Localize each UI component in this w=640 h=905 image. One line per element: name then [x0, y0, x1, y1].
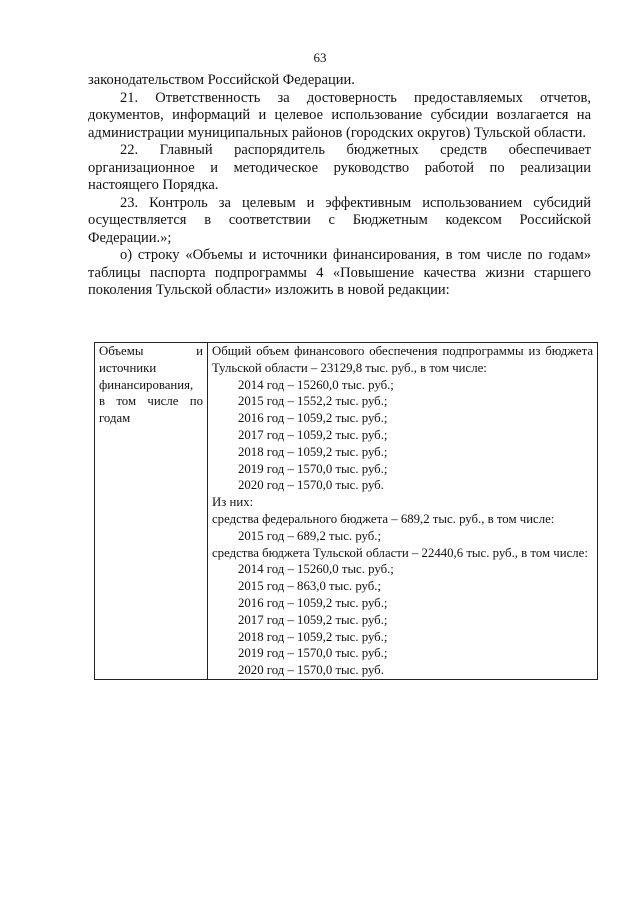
row-header-line: в том числе по [99, 394, 203, 409]
federal-year-line: 2015 год – 689,2 тыс. руб.; [238, 528, 382, 543]
total-volume-text: Общий объем финансового обеспечения подпрограммы из бюджета Тульской области – 23129,8 тыс. руб., в том числе: [212, 344, 593, 375]
financing-table [94, 342, 598, 680]
year-line: 2015 год – 1552,2 тыс. руб.; [238, 394, 388, 409]
regional-year-line: 2020 год – 1570,0 тыс. руб. [238, 663, 384, 678]
regional-year-line: 2015 год – 863,0 тыс. руб.; [238, 579, 382, 594]
regional-year-line: 2017 год – 1059,2 тыс. руб.; [238, 612, 388, 627]
row-header-line: Объемы и [99, 344, 203, 358]
table-row [95, 343, 598, 680]
row-header-line: финансирования, [99, 377, 194, 392]
federal-budget-text: средства федерального бюджета – 689,2 тыс. руб., в том числе: [212, 511, 555, 526]
year-line: 2019 год – 1570,0 тыс. руб.; [238, 461, 388, 476]
paragraph-continuation: законодательством Российской Федерации. [88, 72, 355, 88]
paragraph-23: 23. Контроль за целевым и эффективным использованием субсидий осуществляется в соответствии с Бюджетным кодексом Российской Федерации.»; [88, 194, 591, 246]
regional-year-line: 2018 год – 1059,2 тыс. руб.; [238, 629, 388, 644]
financing-content-cell [208, 343, 598, 680]
paragraph-21: 21. Ответственность за достоверность предоставляемых отчетов, документов, информаций и целевое использование субсидии возлагается на администрации муниципальных районов (городских округов) Тульской области. [88, 89, 591, 141]
year-line: 2014 год – 15260,0 тыс. руб.; [238, 377, 394, 392]
year-line: 2018 год – 1059,2 тыс. руб.; [238, 444, 388, 459]
row-header-line: годам [99, 411, 131, 426]
paragraph-22: 22. Главный распорядитель бюджетных средств обеспечивает организационное и методическое руководство работой по реализации настоящего Порядка. [88, 142, 591, 193]
regional-year-line: 2019 год – 1570,0 тыс. руб.; [238, 646, 388, 661]
page-number: 63 [313, 50, 327, 65]
paragraph-o: о) строку «Объемы и источники финансирования, в том числе по годам» таблицы паспорта подпрограммы 4 «Повышение качества жизни старшего поколения Тульской области» изложить в новой редакции: [88, 247, 591, 298]
regional-year-line: 2016 год – 1059,2 тыс. руб.; [238, 595, 388, 610]
year-line: 2020 год – 1570,0 тыс. руб. [238, 478, 384, 493]
of-them-label: Из них: [212, 495, 254, 510]
regional-year-line: 2014 год – 15260,0 тыс. руб.; [238, 562, 394, 577]
row-header-cell [95, 343, 208, 680]
year-line: 2017 год – 1059,2 тыс. руб.; [238, 427, 388, 442]
year-line: 2016 год – 1059,2 тыс. руб.; [238, 411, 388, 426]
regional-budget-text: средства бюджета Тульской области – 22440,6 тыс. руб., в том числе: [212, 545, 588, 560]
row-header-line: источники [99, 360, 157, 375]
document-body [88, 72, 591, 300]
